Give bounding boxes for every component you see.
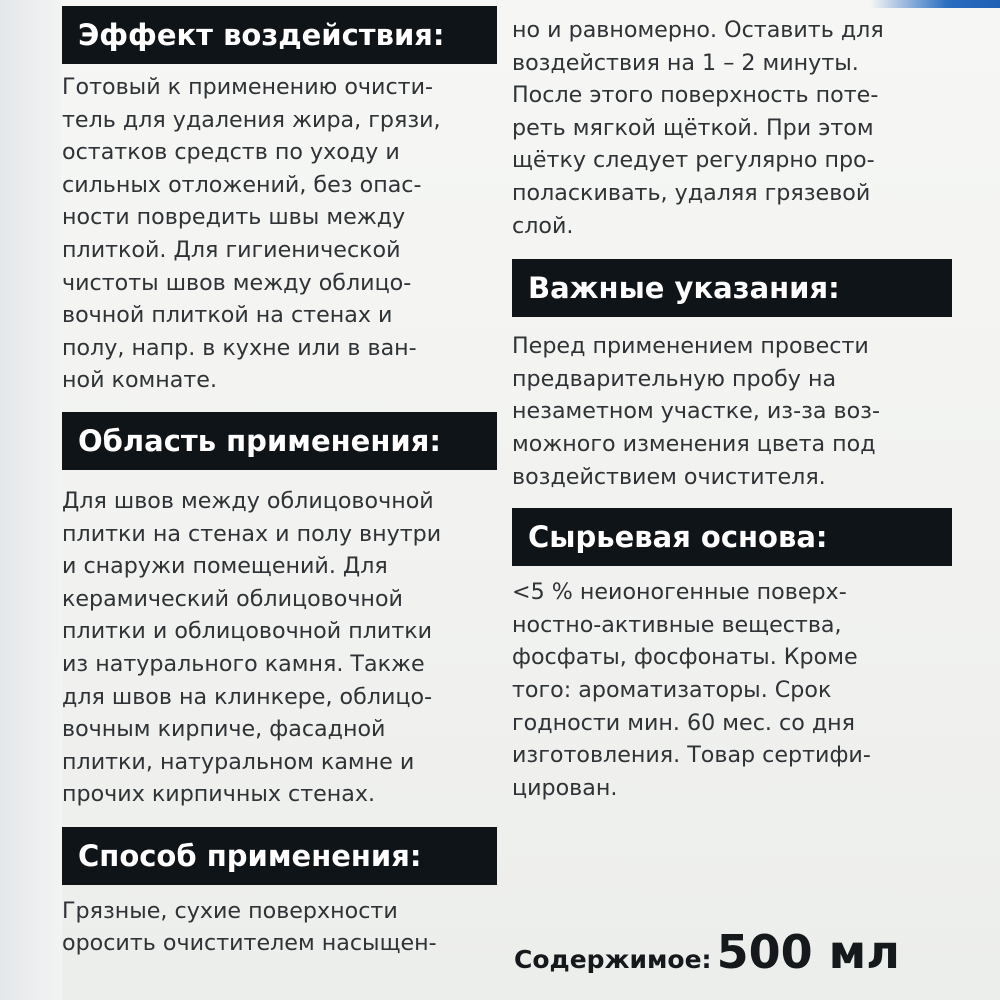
contents-label: Содержимое: <box>514 945 712 974</box>
label-edge-shading <box>0 0 62 1000</box>
contents-volume <box>514 925 934 995</box>
volume-value: 500 мл <box>716 925 900 979</box>
right-column <box>512 0 952 804</box>
text-method-continued: но и равномерно. Оставить для воздействия на 1 – 2 минуты. После этого поверхность поте- реть мягкой щёткой. При этом щётку следует регулярно про- поласкивать, удаляя грязевой слой. <box>512 17 884 239</box>
text-area: Для швов между облицовочной плитки на стенах и полу внутри и снаружи помещений. Для керамический облицовочной плитки и облицовочной плитки из натурального камня. Также для швов на клинкере, облицо- вочным кирпиче, фасадной плитки, натуральном камне и прочих кирпичных стенах. <box>62 487 442 808</box>
text-method: Грязные, сухие поверхности оросить очистителем насыщен- <box>62 897 437 957</box>
heading-composition: Сырьевая основа: <box>512 508 952 566</box>
heading-method: Способ применения: <box>62 827 497 885</box>
heading-effect: Эффект воздействия: <box>62 6 497 64</box>
heading-notes: Важные указания: <box>512 259 952 317</box>
left-column <box>62 0 497 960</box>
heading-area: Область применения: <box>62 412 497 470</box>
text-composition: <5 % неионогенные поверх- ностно-активные вещества, фосфаты, фосфонаты. Кроме того: ароматизаторы. Срок годности мин. 60 мес. со дня изготовления. Товар сертифи- цирован. <box>512 579 871 801</box>
text-notes: Перед применением провести предварительную пробу на незаметном участке, из-за воз- можного изменения цвета под воздействием очистителя. <box>512 333 880 490</box>
text-effect: Готовый к применению очисти- тель для удаления жира, грязи, остатков средств по уходу и сильных отложений, без опас- ности повредить швы между плиткой. Для гигиенической чистоты швов между облицо- вочной плиткой на стенах и полу, напр. в кухне или в ван- ной комнате. <box>62 74 441 394</box>
